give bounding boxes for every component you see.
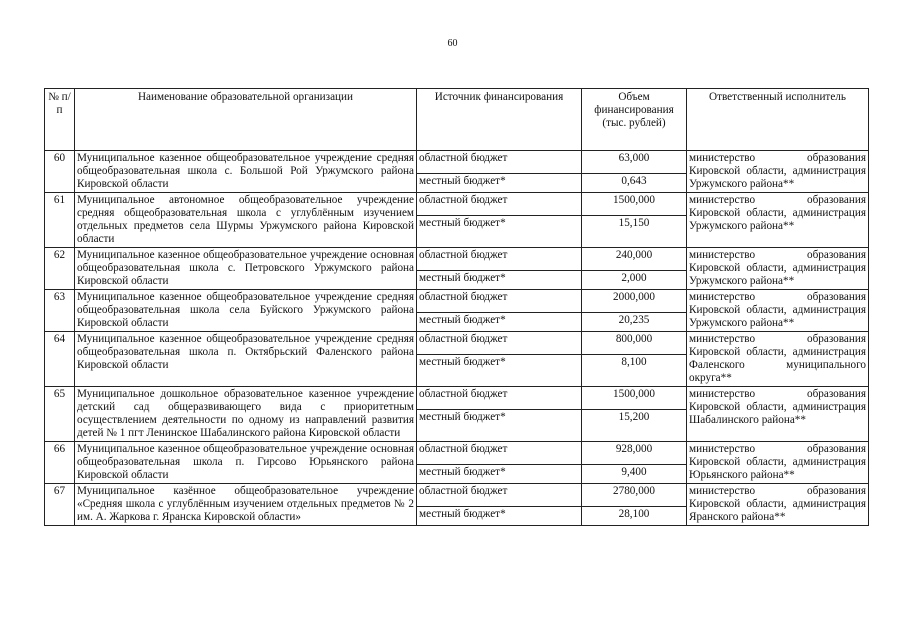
organization-name: Муниципальное дошкольное образовательное казенное учреждение детский сад общеразвивающего вида с приоритетным осуществлением деятельности по одному из направлений развития детей № 1 пгт Ленинское Шабалинского района Кировской области — [75, 387, 417, 442]
funding-amount: 2000,000 — [582, 290, 687, 313]
funding-source: местный бюджет* — [417, 355, 582, 387]
organization-name: Муниципальное казенное общеобразовательное учреждение основная общеобразовательная школа п. Гирсово Юрьянского района Кировской области — [75, 442, 417, 484]
organization-name: Муниципальное казенное общеобразовательное учреждение средняя общеобразовательная школа с. Большой Рой Уржумского района Кировской области — [75, 151, 417, 193]
funding-amount: 8,100 — [582, 355, 687, 387]
responsible-executor: министерство образования Кировской области, администрация Уржумского района** — [687, 193, 869, 248]
header-row — [45, 89, 869, 151]
responsible-executor: министерство образования Кировской области, администрация Фаленского муниципального округа** — [687, 332, 869, 387]
row-number: 60 — [45, 151, 75, 193]
funding-amount: 240,000 — [582, 248, 687, 271]
funding-amount: 800,000 — [582, 332, 687, 355]
responsible-executor: министерство образования Кировской области, администрация Шабалинского района** — [687, 387, 869, 442]
table-row — [45, 387, 869, 410]
responsible-executor: министерство образования Кировской области, администрация Яранского района** — [687, 484, 869, 526]
funding-source: областной бюджет — [417, 290, 582, 313]
funding-amount: 2,000 — [582, 271, 687, 290]
funding-source: местный бюджет* — [417, 507, 582, 526]
row-number: 65 — [45, 387, 75, 442]
table-row — [45, 484, 869, 507]
row-number: 62 — [45, 248, 75, 290]
organization-name: Муниципальное казенное общеобразовательное учреждение средняя общеобразовательная школа села Буйского Уржумского района Кировской области — [75, 290, 417, 332]
responsible-executor: министерство образования Кировской области, администрация Уржумского района** — [687, 290, 869, 332]
funding-amount: 2780,000 — [582, 484, 687, 507]
funding-source: местный бюджет* — [417, 174, 582, 193]
header-executor: Ответственный исполнитель — [687, 89, 869, 151]
organization-name: Муниципальное автономное общеобразовательное учреждение средняя общеобразовательная школа с углублённым изучением отдельных предметов села Шурмы Уржумского района Кировской области — [75, 193, 417, 248]
funding-source: местный бюджет* — [417, 313, 582, 332]
row-number: 63 — [45, 290, 75, 332]
responsible-executor: министерство образования Кировской области, администрация Уржумского района** — [687, 248, 869, 290]
funding-source: областной бюджет — [417, 248, 582, 271]
table-row — [45, 332, 869, 355]
organization-name: Муниципальное казённое общеобразовательное учреждение «Средняя школа с углублённым изучением отдельных предметов № 2 им. А. Жаркова г. Яранска Кировской области» — [75, 484, 417, 526]
funding-amount: 63,000 — [582, 151, 687, 174]
table-row — [45, 290, 869, 313]
funding-source: областной бюджет — [417, 387, 582, 410]
funding-source: областной бюджет — [417, 442, 582, 465]
header-amount: Объем финансирования (тыс. рублей) — [582, 89, 687, 151]
funding-source: областной бюджет — [417, 484, 582, 507]
row-number: 66 — [45, 442, 75, 484]
funding-source: местный бюджет* — [417, 465, 582, 484]
funding-amount: 20,235 — [582, 313, 687, 332]
funding-source: областной бюджет — [417, 332, 582, 355]
row-number: 64 — [45, 332, 75, 387]
funding-amount: 1500,000 — [582, 193, 687, 216]
funding-amount: 9,400 — [582, 465, 687, 484]
responsible-executor: министерство образования Кировской области, администрация Юрьянского района** — [687, 442, 869, 484]
funding-amount: 28,100 — [582, 507, 687, 526]
organization-name: Муниципальное казенное общеобразовательное учреждение средняя общеобразовательная школа п. Октябрьский Фаленского района Кировской области — [75, 332, 417, 387]
header-num: № п/п — [45, 89, 75, 151]
funding-amount: 0,643 — [582, 174, 687, 193]
funding-source: местный бюджет* — [417, 410, 582, 442]
table-row — [45, 193, 869, 216]
responsible-executor: министерство образования Кировской области, администрация Уржумского района** — [687, 151, 869, 193]
page-number: 60 — [447, 38, 458, 49]
funding-table — [44, 88, 869, 526]
table-row — [45, 151, 869, 174]
funding-source: местный бюджет* — [417, 216, 582, 248]
header-source: Источник финансирования — [417, 89, 582, 151]
row-number: 67 — [45, 484, 75, 526]
funding-amount: 15,150 — [582, 216, 687, 248]
funding-source: областной бюджет — [417, 193, 582, 216]
header-name: Наименование образовательной организации — [75, 89, 417, 151]
funding-source: местный бюджет* — [417, 271, 582, 290]
table-row — [45, 248, 869, 271]
funding-amount: 15,200 — [582, 410, 687, 442]
row-number: 61 — [45, 193, 75, 248]
funding-amount: 1500,000 — [582, 387, 687, 410]
funding-source: областной бюджет — [417, 151, 582, 174]
funding-amount: 928,000 — [582, 442, 687, 465]
table-row — [45, 442, 869, 465]
organization-name: Муниципальное казенное общеобразовательное учреждение основная общеобразовательная школа с. Петровского Уржумского района Кировской области — [75, 248, 417, 290]
